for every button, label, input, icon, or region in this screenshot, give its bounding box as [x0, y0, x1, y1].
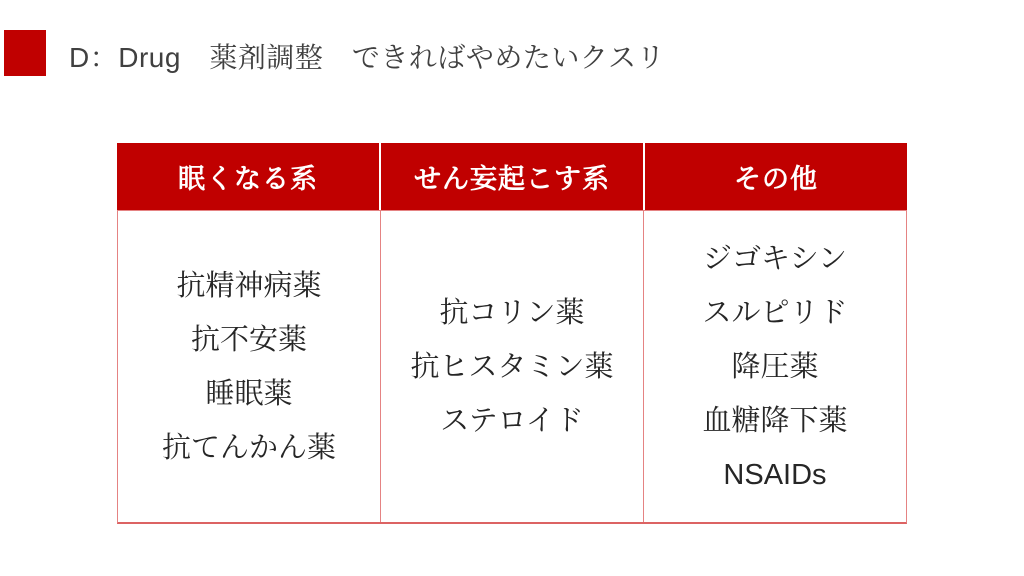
drug-item: ジゴキシン [703, 242, 847, 275]
drug-item: 抗精神病薬 [176, 269, 322, 302]
drug-table [117, 143, 907, 524]
accent-square [4, 30, 46, 76]
column-header-sedating: 眠くなる系 [117, 143, 379, 210]
drug-item: 血糖降下薬 [702, 404, 848, 437]
column-header-delirium-causing: せん妄起こす系 [379, 143, 643, 210]
drug-item: 降圧薬 [731, 350, 819, 383]
column-cell-sedating [118, 211, 380, 522]
drug-item: 睡眠薬 [205, 377, 293, 410]
drug-item: NSAIDs [723, 458, 827, 491]
column-header-other: その他 [643, 143, 907, 210]
table-body-row [117, 210, 907, 524]
drug-item: 抗不安薬 [190, 323, 307, 356]
column-cell-other [643, 211, 906, 522]
drug-item: 抗てんかん薬 [161, 431, 336, 464]
slide-title: D：Drug 薬剤調整 できればやめたいクスリ [69, 42, 666, 73]
column-cell-delirium-causing [380, 211, 643, 522]
table-header-row [117, 143, 907, 210]
drug-item: ステロイド [440, 404, 584, 437]
drug-item: 抗コリン薬 [439, 296, 585, 329]
drug-item: 抗ヒスタミン薬 [410, 350, 614, 383]
drug-item: スルピリド [702, 296, 848, 329]
